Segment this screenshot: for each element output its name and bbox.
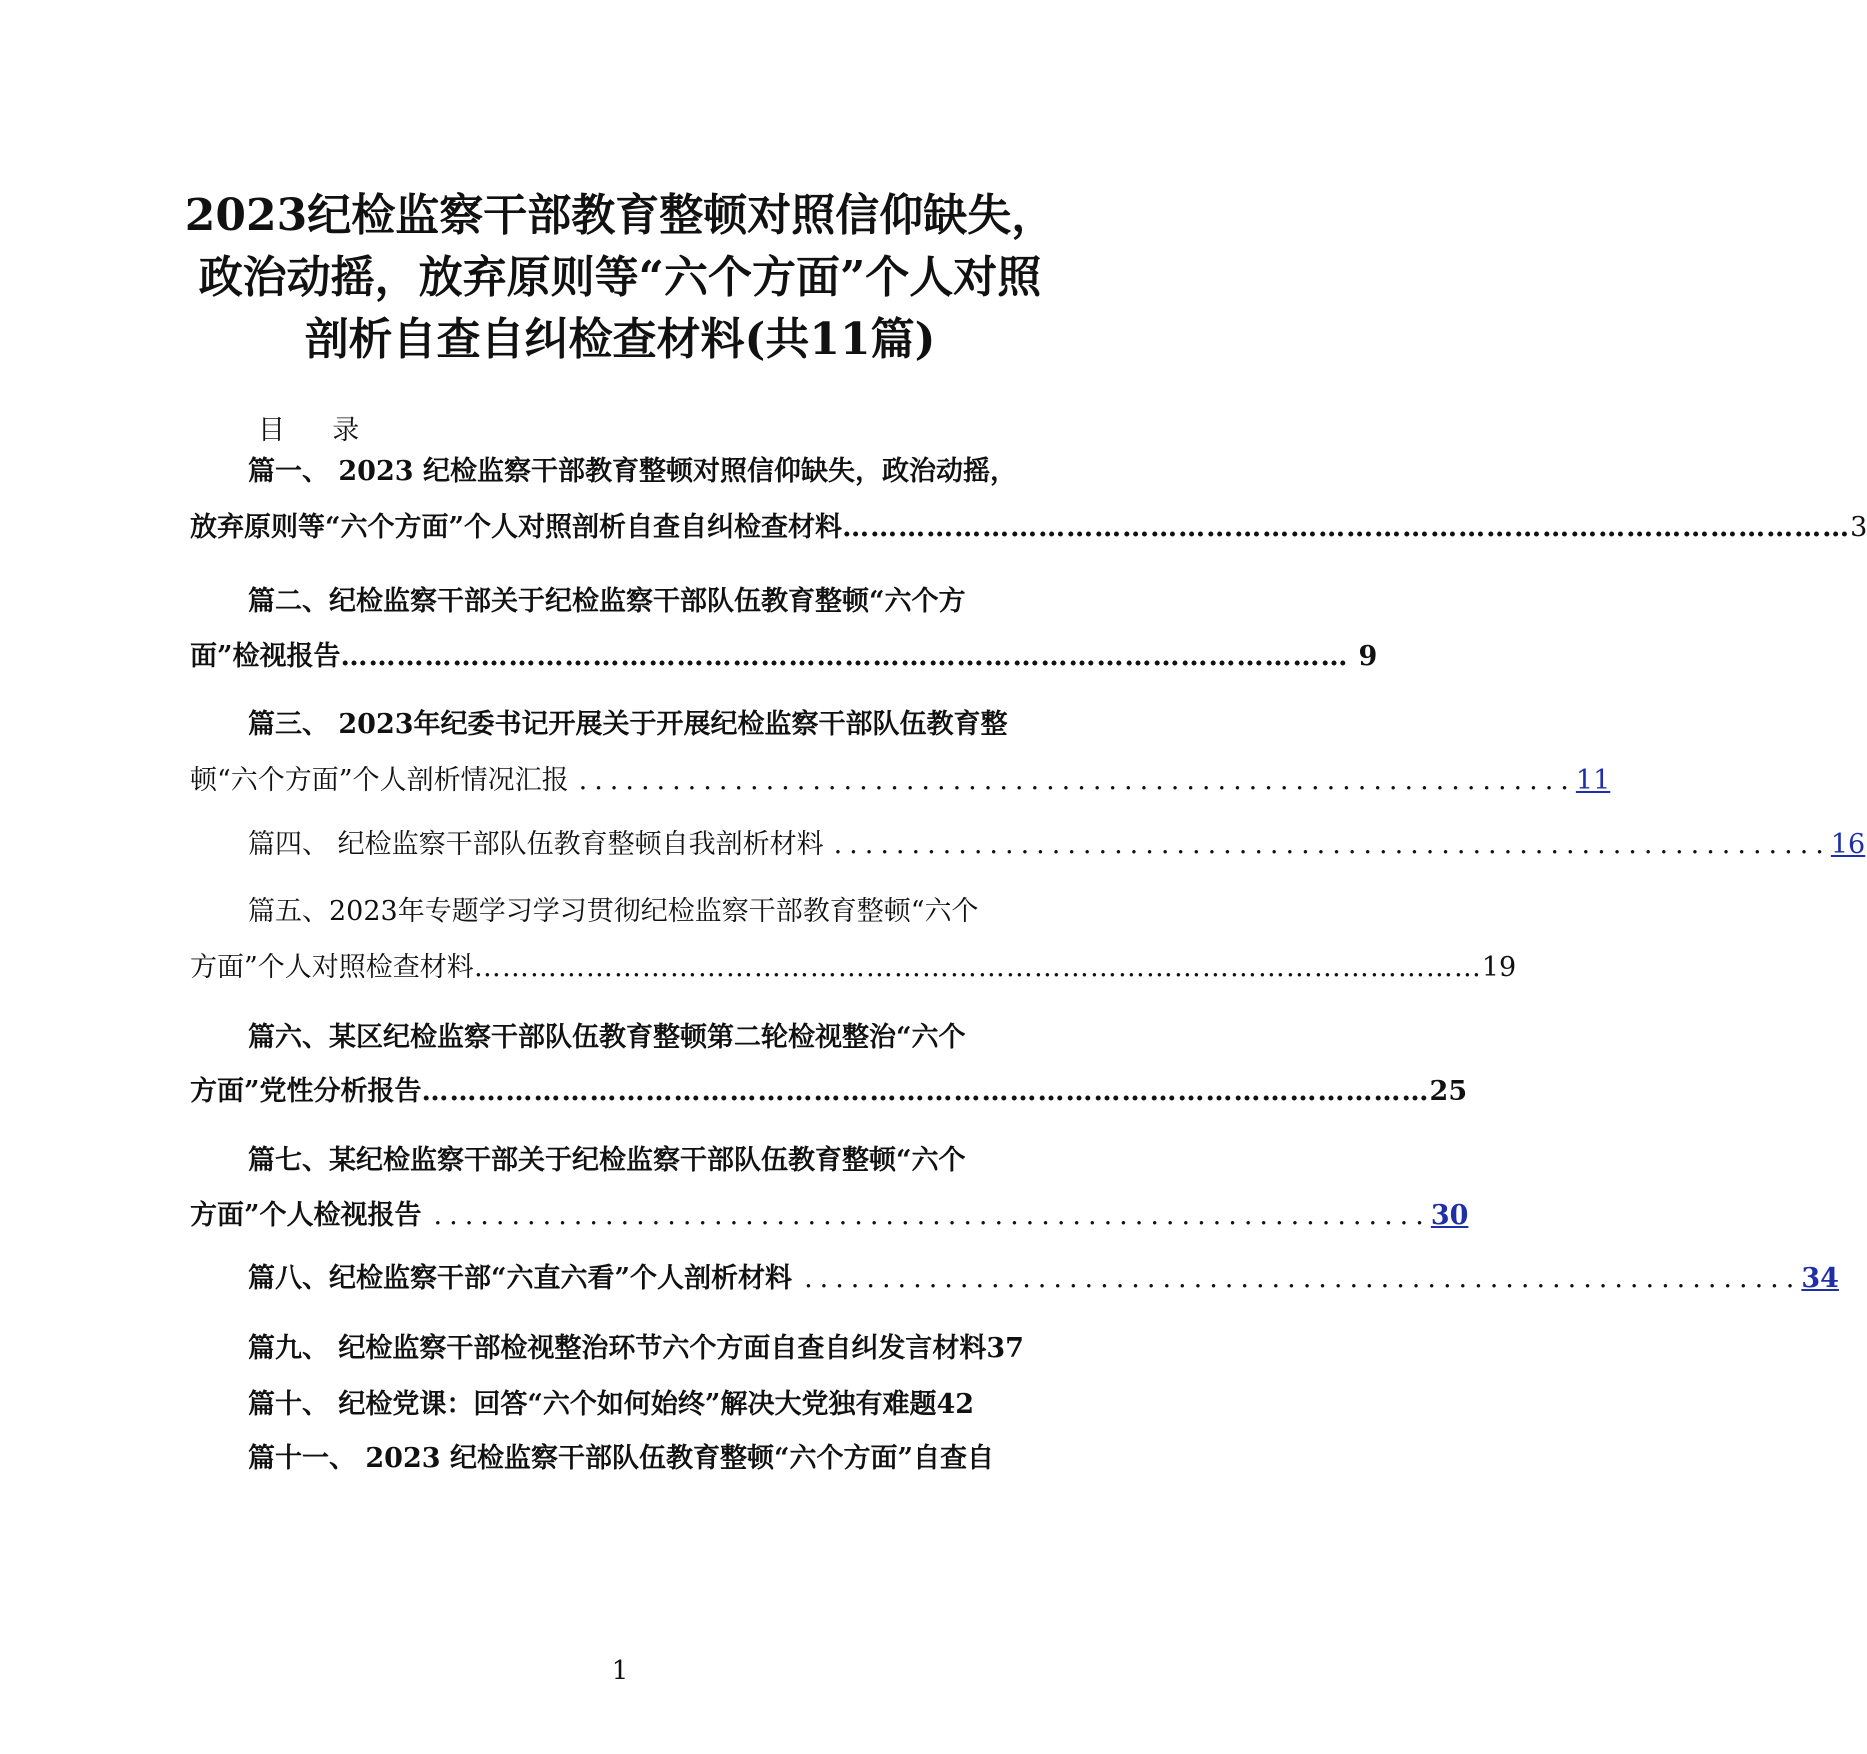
toc-leader-dots: ................................................................: [433, 1200, 1431, 1231]
toc-entry-7-text-cont: 方面”个人检视报告: [190, 1200, 422, 1231]
toc-entry-6-page: 25: [1429, 1076, 1468, 1107]
toc-entry-4-line-1[interactable]: [190, 825, 1866, 865]
toc-leader-dots: ................................................................: [578, 765, 1576, 796]
toc-entry-3-page-link[interactable]: 11: [1575, 765, 1611, 796]
toc-leader-dots: ………………………………………………………………………………………………: [421, 1076, 1430, 1107]
document-title: [150, 185, 1090, 371]
toc-entry-2-page: 9: [1358, 641, 1378, 672]
toc-heading: [258, 408, 359, 447]
toc-entry-8-page-link[interactable]: 34: [1801, 1263, 1839, 1294]
toc-entry-1-text: 篇一、 2023 纪检监察干部教育整顿对照信仰缺失，政治动摇，: [248, 456, 1017, 487]
toc-entry-5-page: 19: [1481, 952, 1517, 983]
toc-entry-8-line-1[interactable]: [190, 1259, 1839, 1299]
toc-entry-5-text-cont: 方面”个人对照检查材料: [190, 952, 474, 983]
toc-entry-5-line-1: [190, 892, 1050, 932]
toc-entry-4-text: 篇四、 纪检监察干部队伍教育整顿自我剖析材料: [248, 829, 824, 860]
toc-entry-1-line-2[interactable]: [190, 508, 1867, 548]
toc-entry-5-text: 篇五、2023年专题学习学习贯彻纪检监察干部教育整顿“六个: [248, 896, 979, 927]
toc-entry-3-text-cont: 顿“六个方面”个人剖析情况汇报: [190, 765, 569, 796]
toc-entry-10-text: 篇十、 纪检党课：回答“六个如何始终”解决大党独有难题42: [248, 1389, 975, 1420]
toc-entry-11-text: 篇十一、 2023 纪检监察干部队伍教育整顿“六个方面”自查自: [248, 1443, 995, 1474]
toc-entry-6-text-cont: 方面”党性分析报告: [190, 1076, 422, 1107]
toc-leader-dots: ………………………………………………………………………………………………: [842, 512, 1851, 543]
toc-entry-2-text: 篇二、纪检监察干部关于纪检监察干部队伍教育整顿“六个方: [248, 586, 966, 617]
toc-entry-2-line-1: [190, 582, 1050, 622]
toc-entry-10-line-1[interactable]: [190, 1385, 1050, 1425]
toc-heading-char-1: 目: [258, 415, 285, 446]
toc-entry-2-line-2[interactable]: [190, 637, 1378, 677]
toc-entry-11-line-1[interactable]: [190, 1439, 1050, 1479]
title-line-2: 政治动摇，放弃原则等“六个方面”个人对照: [198, 252, 1042, 303]
toc-entry-8-text: 篇八、纪检监察干部“六直六看”个人剖析材料: [248, 1263, 793, 1294]
toc-entry-7-line-1: [190, 1141, 1050, 1181]
toc-entry-6-line-1: [190, 1018, 1050, 1058]
title-line-1: 2023纪检监察干部教育整顿对照信仰缺失，: [184, 190, 1056, 241]
title-line-3: 剖析自查自纠检查材料(共11篇): [304, 314, 936, 365]
toc-entry-1-line-1: [190, 452, 1050, 492]
toc-entry-5-line-2[interactable]: [190, 948, 1517, 988]
toc-entry-3-line-1: [190, 705, 1050, 745]
toc-leader-dots: ………………………………………………………………………………………………: [473, 952, 1482, 983]
toc-entry-6-line-2[interactable]: [190, 1072, 1468, 1112]
toc-entry-4-page-link[interactable]: 16: [1830, 829, 1866, 860]
toc-entry-9-line-1[interactable]: [190, 1329, 1098, 1369]
toc-entry-7-line-2[interactable]: [190, 1196, 1469, 1236]
toc-leader-dots: ………………………………………………………………………………………………: [340, 641, 1349, 672]
toc-entry-1-text-cont: 放弃原则等“六个方面”个人对照剖析自查自纠检查材料: [190, 512, 843, 543]
toc-entry-7-page-link[interactable]: 30: [1430, 1200, 1469, 1231]
toc-entry-3-text: 篇三、 2023年纪委书记开展关于开展纪检监察干部队伍教育整: [248, 709, 1008, 740]
toc-entry-1-page: 3: [1850, 512, 1867, 543]
toc-entry-6-text: 篇六、某区纪检监察干部队伍教育整顿第二轮检视整治“六个: [248, 1022, 966, 1053]
toc-heading-char-2: 录: [332, 415, 360, 446]
toc-entry-7-text: 篇七、某纪检监察干部关于纪检监察干部队伍教育整顿“六个: [248, 1145, 966, 1176]
toc-entry-9-text: 篇九、 纪检监察干部检视整治环节六个方面自查自纠发言材料37: [248, 1333, 1024, 1364]
toc-leader-dots: ................................................................: [833, 829, 1831, 860]
toc-entry-2-text-cont: 面”检视报告: [190, 641, 341, 672]
page-number: 1: [611, 1656, 629, 1686]
toc-leader-dots: ................................................................: [804, 1263, 1802, 1294]
toc-entry-3-line-2[interactable]: [190, 761, 1611, 801]
